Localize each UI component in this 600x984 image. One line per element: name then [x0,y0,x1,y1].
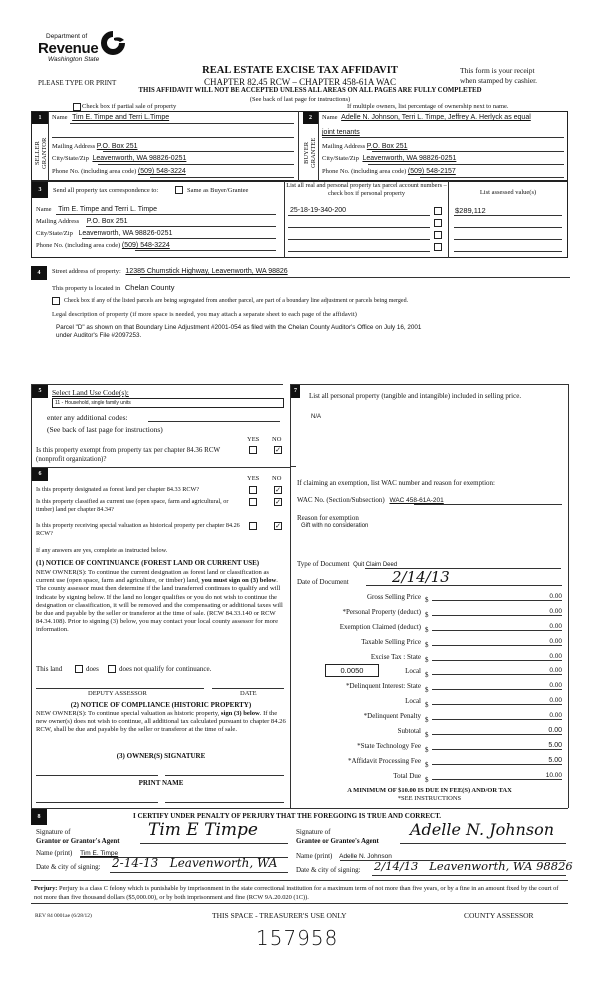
section-7-exemption-border [290,466,296,467]
dollar-sign-8: $ [425,716,429,724]
section-6-yes-header: YES [247,475,260,482]
assessed-value-1[interactable]: $289,112 [455,206,486,215]
amount-value-delinq-int-state[interactable]: 0.00 [432,682,562,690]
buyer-name-field-2[interactable]: joint tenants [322,129,360,136]
grantor-sig-label-2: Grantor or Grantor's Agent [36,836,120,845]
legal-description-label: Legal description of property (if more space is needed, you may attach a separate sheet to each page of the affidavit) [52,311,357,318]
print-name-line-1 [36,802,158,803]
seller-phone-label: Phone No. (including area code) [52,168,137,175]
see-instructions-note: *SEE INSTRUCTIONS [397,795,462,802]
logo-state-text: Washington State [48,56,100,63]
personal-property-checkbox-1[interactable] [434,207,442,215]
parcel-header: List all real and personal property tax parcel account numbers – check box if personal property [286,182,447,197]
section-5-left-border [31,384,32,808]
seller-mailing-line [103,151,294,152]
seller-name-field[interactable]: Tim E. Timpe and Terri L.Timpe [72,114,170,121]
historical-no-checkbox[interactable]: ✓ [275,522,281,530]
receipt-line-1: This form is your receipt [460,66,535,75]
section-5-top-border [31,384,283,385]
amount-label-delinq-int-local: Local [405,697,421,705]
amount-label-taxable: Taxable Selling Price [361,638,421,646]
grantor-signature-field[interactable]: Tim E Timpe [148,820,258,840]
street-address-field[interactable]: 12385 Chumstick Highway, Leavenworth, WA 98826 [125,268,288,275]
section-8-top-border [31,808,568,809]
grantee-signature-field[interactable]: Adelle N. Johnson [410,820,555,839]
print-name-line-2 [165,802,284,803]
perjury-top-border [31,880,568,881]
grantee-label: GRANTEE [310,137,317,169]
dor-swirl-icon [100,30,126,56]
grantee-signature-line [400,843,566,844]
seller-phone-field[interactable]: (509) 548-3224 [137,168,186,175]
amount-value-delinq-int-local[interactable]: 0.00 [432,697,562,705]
select-land-use-label: Select Land Use Code(s): [52,388,129,397]
amount-label-tech-fee: *State Technology Fee [357,742,421,750]
buyer-grantee-label [303,128,317,178]
same-as-buyer-label: Same as Buyer/Grantee [187,187,249,194]
amount-label-delinq-int-state: *Delinquent Interest: State [345,682,421,690]
logo-revenue-text: Revenue [38,40,99,57]
this-land-label: This land [36,665,63,673]
grantor-date-label: Date & city of signing: [36,863,101,871]
buyer-city-field[interactable]: Leavenworth, WA 98826-0251 [362,155,457,162]
doc-date-field[interactable]: 2/14/13 [392,568,450,586]
buyer-phone-line [420,177,564,178]
seller-city-line [98,164,294,165]
corr-name-label: Name [36,206,52,213]
seller-grantor-label [34,128,47,178]
dollar-sign-11: $ [425,761,429,769]
additional-codes-line [148,421,280,422]
assessed-line-2 [454,227,562,228]
continuance-row [36,665,62,673]
dollar-sign-7: $ [425,701,429,709]
amount-label-gross: Gross Selling Price [366,593,421,601]
please-type-label: PLEASE TYPE OR PRINT [38,79,117,87]
section-7-top-border [290,384,568,385]
form-chapter: CHAPTER 82.45 RCW – CHAPTER 458-61A WAC [204,77,396,87]
amount-label-excise-state: Excise Tax : State [370,653,421,661]
corr-phone-label: Phone No. (including area code) [36,242,121,249]
corr-phone-row [36,242,170,249]
amount-label-total: Total Due [393,772,421,780]
owner-signature-line-2 [165,775,284,776]
buyer-mailing-field[interactable]: P.O. Box 251 [366,143,408,150]
partial-sale-label: Check box if partial sale of property [82,103,177,110]
historical-yes-checkbox[interactable] [249,522,257,530]
grantee-date-row [296,866,361,874]
seller-mailing-row [52,143,138,150]
parcel-number-1[interactable]: 25-18-19-340-200 [290,207,347,214]
amount-value-delinq-penalty[interactable]: 0.00 [432,712,562,720]
receipt-line-2: when stamped by cashier. [460,76,538,85]
section-6-top-border [31,467,290,468]
certify-statement: I CERTIFY UNDER PENALTY OF PERJURY THAT THE FOREGOING IS TRUE AND CORRECT. [133,812,442,820]
section-7-right-border [568,384,569,808]
parcel-line-1 [288,215,430,216]
amount-value-excise-state[interactable]: 0.00 [432,653,562,661]
corr-phone-field[interactable]: (509) 548-3224 [121,242,170,249]
corr-phone-line [135,250,276,251]
county-field[interactable]: Chelan County [124,283,175,292]
grantor-signature-line [140,843,288,844]
grantor-name-field[interactable]: Tim E. Timpe [80,850,119,857]
send-correspondence-label: Send all property tax correspondence to: [53,187,159,194]
wac-field[interactable]: WAC 458-61A-201 [389,497,444,504]
parcel-line-4 [288,251,430,252]
section-6-no-header: NO [272,475,282,482]
amount-label-subtotal: Subtotal [397,727,421,735]
grantor-label: GRANTOR [41,137,48,169]
form-title: REAL ESTATE EXCISE TAX AFFIDAVIT [202,65,398,76]
county-assessor-label: COUNTY ASSESSOR [464,911,534,920]
notice-continuance-text-b: . The county assessor must then determine if the land transferred continues to qualify and will indicate by signing below. If the land no longer qualifies or you do not wish to continue the designation or classification, it will be removed and the compensating or additional taxes will be due and payable by the seller or transferor at the time of sale. (RCW 84.33.140 or RCW 84.34.108). Prior to signing (3) below, you may contact your local county assessor for more information. [36,577,283,634]
doc-date-row [297,578,349,586]
section-1-2-divider [298,111,299,181]
section-5-badge: 5 [32,385,48,398]
corr-name-field[interactable]: Tim E. Timpe and Terri L. Timpe [58,206,157,213]
current-use-yes-checkbox[interactable] [249,498,257,506]
see-back-instructions: (See back of last page for instructions) [47,425,163,434]
corr-mailing-row [36,218,128,225]
treasurer-use-label: THIS SPACE - TREASURER'S USE ONLY [212,911,347,920]
perjury-notice [34,885,566,902]
seller-phone-line [150,177,294,178]
forest-no-checkbox[interactable]: ✓ [275,486,281,494]
deputy-assessor-line [36,688,204,689]
grantee-date-field[interactable]: 2/14/13 Leavenworth, WA 98826 [374,859,573,873]
buyer-name-line-2 [322,137,564,138]
seller-city-row [52,155,186,162]
buyer-phone-field[interactable]: (509) 548-2157 [407,168,456,175]
section-5-no-header: NO [272,436,282,443]
corr-city-field[interactable]: Leavenworth, WA 98826-0251 [78,230,173,237]
buyer-city-line [368,164,564,165]
section-6-badge: 6 [32,468,48,481]
doc-date-line [366,585,562,586]
amount-value-total[interactable]: 10.00 [432,772,562,780]
current-use-no-checkbox[interactable]: ✓ [275,498,281,506]
grantee-name-field[interactable]: Adelle N. Johnson [339,853,392,860]
logo-department-text: Department of [46,33,88,40]
assessed-header: List assessed value(s) [479,189,537,196]
notice-continuance-text [36,569,286,635]
buyer-mailing-row [322,143,408,150]
buyer-city-row [322,155,456,162]
section-3-badge: 3 [32,182,48,198]
stamp-number: 157958 [256,926,339,950]
forest-land-question: Is this property designated as forest land per chapter 84.33 RCW? [36,486,200,493]
section-4-badge: 4 [31,266,47,280]
minimum-due-note: A MINIMUM OF $10.00 IS DUE IN FEE(S) AND/OR TAX [347,787,512,794]
amount-value-excise-local[interactable]: 0.00 [432,667,562,675]
street-address-row [52,268,288,275]
perjury-label: Perjury: [34,885,58,892]
doc-date-label: Date of Document [297,578,349,586]
notice-continuance-title: (1) NOTICE OF CONTINUANCE (FOREST LAND OR CURRENT USE) [36,559,260,567]
buyer-mailing-label: Mailing Address [322,143,366,150]
form-id: REV 84 0001ae (6/28/12) [35,913,92,919]
seller-city-field[interactable]: Leavenworth, WA 98826-0251 [92,155,187,162]
wac-label: WAC No. (Section/Subsection) [297,496,385,504]
deputy-assessor-label: DEPUTY ASSESSOR [88,690,147,697]
notice-compliance-text-b: . If the new owner(s) does not wish to continue, all additional tax calculated pursuant to chapter 84.26 RCW, shall be due and payable by the seller or transferor at the time of sale. [36,710,286,734]
grantee-sig-label-2: Grantee or Grantee's Agent [296,836,379,845]
grantee-date-label: Date & city of signing: [296,866,361,874]
wac-row [297,496,444,504]
does-not-label: does not qualify for continuance. [119,665,212,673]
reason-field[interactable]: Gift with no consideration [301,523,369,529]
grantor-date-field[interactable]: 2-14-13 Leavenworth, WA [112,856,278,870]
seller-name-row [52,114,296,121]
corr-name-row [36,206,157,213]
located-row [52,283,174,292]
same-as-buyer-checkbox[interactable] [175,186,183,194]
parcel-line-3 [288,239,430,240]
partial-sale-checkbox[interactable] [73,103,81,111]
buyer-mailing-line [372,151,564,152]
personal-property-label: List all personal property (tangible and intangible) included in selling price. [309,392,522,400]
amount-label-excise-local: Local [405,667,421,675]
corr-city-label: City/State/Zip [36,230,73,237]
amount-value-tech-fee[interactable]: 5.00 [432,742,562,750]
perjury-bottom-border [31,903,568,904]
assessed-line-3 [454,239,562,240]
personal-property-field[interactable]: N/A [311,414,322,420]
buyer-name-field[interactable]: Adelle N. Johnson, Terri L. Timpe, Jeffrey A. Herlyck as equal [341,114,531,121]
section-2-side-divider [318,111,319,181]
grantor-signature-label [36,828,120,845]
current-use-question: Is this property classified as current use (open space, farm and agricultural, or timber) land per chapter 84.34? [36,498,229,513]
doc-type-label: Type of Document [297,560,350,568]
local-rate-field[interactable]: 0.0050 [325,664,379,677]
exempt-no-checkbox[interactable]: ✓ [275,446,281,454]
section-1-badge: 1 [32,112,48,124]
corr-city-line [82,238,276,239]
grantor-sig-label-1: Signature of [36,828,71,836]
dollar-sign-12: $ [425,776,429,784]
dollar-sign-3: $ [425,641,429,649]
assessed-line-1 [454,215,562,216]
buyer-phone-row [322,168,456,175]
buyer-city-label: City/State/Zip [322,155,359,162]
buyer-phone-label: Phone No. (including area code) [322,168,407,175]
seller-name-line [70,123,294,124]
amount-value-processing-fee[interactable]: 5.00 [432,757,562,765]
dollar-signs [425,593,431,788]
corr-mailing-label: Mailing Address [36,218,80,225]
doc-type-row [297,560,397,568]
street-address-label: Street address of property: [52,268,121,275]
assessor-date-label: DATE [240,690,257,697]
segregated-checkbox[interactable] [52,297,60,305]
assessed-line-4 [454,251,562,252]
notice-continuance-text-a: NEW OWNER(S): To continue the current designation as forest land or classification as current use (open space, farm and agriculture, or timber) land, [36,569,269,585]
seller-mailing-label: Mailing Address [52,143,96,150]
forest-yes-checkbox[interactable] [249,486,257,494]
corr-city-row [36,230,172,237]
assessor-date-line [212,688,284,689]
seller-name-label: Name [52,114,68,121]
land-use-select[interactable]: 11 - Household, single family units [52,398,284,408]
dor-logo [36,30,126,66]
section-5-yes-header: YES [247,436,260,443]
amount-label-delinq-penalty: *Delinquent Penalty [363,712,421,720]
dollar-sign-0: $ [425,596,429,604]
amount-value-exemption[interactable]: 0.00 [432,623,562,631]
section-7-badge: 7 [291,385,300,398]
does-not-qualify-checkbox[interactable] [108,665,116,673]
amount-value-subtotal[interactable]: 0.00 [432,727,562,735]
receipt-note [460,66,537,86]
dollar-sign-4: $ [425,656,429,664]
grantee-date-line [372,875,566,876]
owner-signature-line-1 [36,775,158,776]
if-yes-note: If any answers are yes, complete as instructed below. [36,547,168,554]
notice-compliance-text-a: NEW OWNER(S): To continue special valuation as historic property, [36,710,220,717]
grantee-signature-label [296,828,379,845]
buyer-name-label: Name [322,114,338,121]
multiple-owners-note: If multiple owners, list percentage of ownership next to name. [347,103,509,110]
notice-continuance-bold: you must sign on (3) below [201,577,277,585]
grantee-sig-label-1: Signature of [296,828,331,836]
segregated-label: Check box if any of the listed parcels are being segregated from another parcel, are part of a boundary line adjustment or parcels being merged. [64,298,409,304]
seller-name-line-2 [52,137,294,138]
reason-label: Reason for exemption [297,514,359,522]
dollar-sign-9: $ [425,731,429,739]
street-address-line [140,277,570,278]
grantor-date-row [36,863,101,871]
seller-label: SELLER [34,141,41,165]
corr-name-line [56,214,276,215]
additional-codes-row [47,413,128,422]
print-name-label: PRINT NAME [138,779,184,787]
dollar-sign-5: $ [425,671,429,679]
owner-signature-label: (3) OWNER(S) SIGNATURE [116,752,206,760]
see-back-note: (See back of last page for instructions) [249,96,351,103]
section-1-side-divider [48,111,49,181]
exemption-label: If claiming an exemption, list WAC number and reason for exemption: [297,479,495,487]
section-2-badge: 2 [303,112,318,124]
corr-mailing-field[interactable]: P.O. Box 251 [86,218,128,225]
amount-label-exemption: Exemption Claimed (deduct) [339,623,421,631]
dollar-sign-6: $ [425,686,429,694]
does-label: does [86,665,99,673]
grantee-name-label: Name (print) [296,852,333,860]
legal-description-line-1: Parcel "D" as shown on that Boundary Line Adjustment #2001-054 as filed with the Chelan County Auditor's Office on July 16, 2001 [56,324,422,331]
section-8-badge: 8 [31,809,47,825]
exempt-yes-checkbox[interactable] [249,446,257,454]
seller-city-label: City/State/Zip [52,155,89,162]
legal-description-line-2: under Auditor's File #2097253. [56,332,142,339]
perjury-text: Perjury is a class C felony which is punishable by imprisonment in the state correctional institution for a maximum term of not more than five years, or by a fine in an amount fixed by the court of not more than five thousand dollars ($5,000.00), or by both imprisonment and fine (RCW 9A.20.020 (1C)). [34,885,559,901]
located-label: This property is located in [52,285,121,292]
grantor-date-line [110,872,288,873]
amount-label-personal: *Personal Property (deduct) [342,608,421,616]
wac-line [414,504,562,505]
seller-phone-row [52,168,186,175]
grantor-name-row [36,849,118,857]
corr-mailing-line [86,226,276,227]
personal-property-checkbox-3[interactable] [434,231,442,239]
notice-compliance-bold: sign (3) below [220,710,260,717]
amount-label-processing-fee: *Affidavit Processing Fee [348,757,421,765]
buyer-label: BUYER [303,141,310,165]
seller-mailing-field[interactable]: P.O. Box 251 [96,143,138,150]
amount-value-gross[interactable]: 0.00 [432,593,562,601]
amount-value-personal[interactable]: 0.00 [432,608,562,616]
notice-compliance-text [36,710,286,735]
does-qualify-checkbox[interactable] [75,665,83,673]
personal-property-checkbox-4[interactable] [434,243,442,251]
historical-question: Is this property receiving special valuation as historical property per chapter 84.26 RCW? [36,522,240,537]
doc-type-field[interactable]: Quit Claim Deed [353,562,398,568]
buyer-name-row [322,114,531,121]
grantor-name-label: Name (print) [36,849,73,857]
dollar-sign-2: $ [425,626,429,634]
personal-property-checkbox-2[interactable] [434,219,442,227]
amount-value-taxable[interactable]: 0.00 [432,638,562,646]
dollar-sign-1: $ [425,611,429,619]
form-warning: THIS AFFIDAVIT WILL NOT BE ACCEPTED UNLESS ALL AREAS ON ALL PAGES ARE FULLY COMPLETED [138,87,482,94]
additional-codes-label: enter any additional codes: [47,413,128,422]
dollar-sign-10: $ [425,746,429,754]
parcel-line-2 [288,227,430,228]
legal-description-field[interactable] [56,324,516,340]
notice-compliance-title: (2) NOTICE OF COMPLIANCE (HISTORIC PROPERTY) [70,701,252,709]
middle-divider [290,384,291,808]
exempt-question: Is this property exempt from property tax per chapter 84.36 RCW (nonprofit organization)? [36,446,220,463]
